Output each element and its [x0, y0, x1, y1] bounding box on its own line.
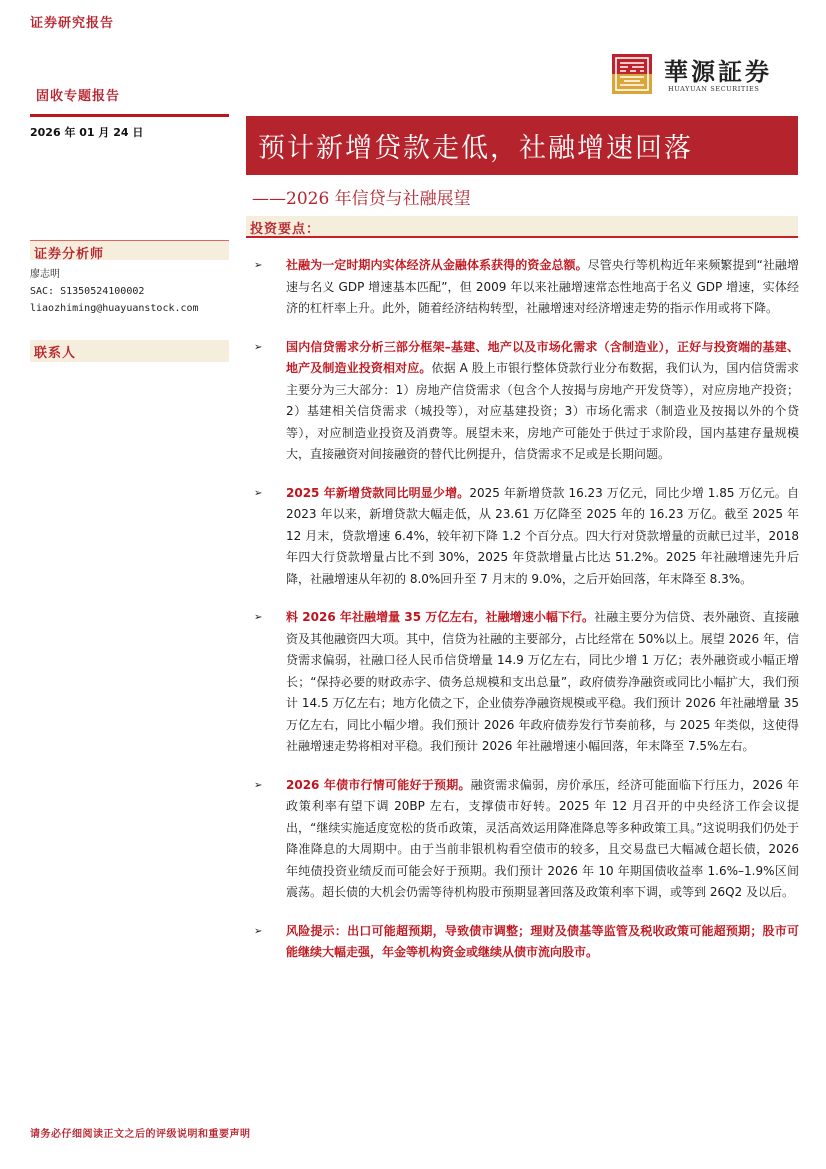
arrow-bullet-icon: ➢: [254, 260, 263, 271]
key-point-body: 社融主要分为信贷、表外融资、直接融资及其他融资四大项。其中，信贷为社融的主要部分，占比经常在 50%以上。展望 2026 年，信贷需求偏弱，社融口径人民币信贷增量 14.9 万亿左右，同比少增 1 万亿；表外融资或小幅正增长；“保持必要的财政赤字、债务总规模和支出总量”，政府债券净融资或同比小幅扩大，我们预计 14.5 万亿左右；地方化债之下，企业债券净融资规模或平稳。我们预计 2026 年社融增量 35 万亿左右，同比小幅少增。我们预计 2026 年政府债券发行节奏前移，与 2025 年类似，这使得社融增速走势将相对平稳。我们预计 2026 年社融增速小幅回落，年末降至 7.5%左右。: [286, 610, 799, 753]
key-point-body: 2025 年新增贷款 16.23 万亿元，同比少增 1.85 万亿元。自 2023 年以来，新增贷款大幅走低，从 23.61 万亿降至 2025 年的 16.23 万亿。截至 2025 年 12 月末，贷款增速 6.4%，较年初下降 1.2 个百分点。四大行对贷款增量的贡献已过半，2018 年四大行贷款增量占比不到 30%，2025 年贷款增量占比达 51.2%。2025 年社融增速先升后降，社融增速从年初的 8.0%回升至 7 月末的 9.0%，之后开始回落，年末降至 8.3%。: [286, 485, 800, 586]
risk-warning-text: 风险提示：出口可能超预期，导致债市调整；理财及债基等监管及税收政策可能超预期；股市可能继续大幅走强，年金等机构资金或继续从债市流向股市。: [286, 923, 799, 959]
analyst-sac: SAC: S1350524100002: [30, 286, 145, 297]
key-points-list: [254, 255, 799, 964]
logo-name-en: HUAYUAN SECURITIES: [668, 85, 760, 93]
analyst-info: [30, 266, 199, 317]
report-title: 预计新增贷款走低，社融增速回落: [258, 133, 693, 164]
contact-heading: 联系人: [34, 346, 77, 361]
key-point-item: [254, 483, 799, 591]
arrow-bullet-icon: ➢: [254, 925, 263, 937]
key-point-lead: 2026 年债市行情可能好于预期。: [286, 777, 471, 792]
logo-emblem-icon: [612, 54, 652, 94]
key-point-body: 依据 A 股上市银行整体贷款行业分布数据，我们认为，国内信贷需求主要分为三大部分：1）房地产信贷需求（包含个人按揭与房地产开发贷等），对应房地产投资；2）基建相关信贷需求（城投等），对应基建投资；3）市场化需求（制造业及按揭以外的个贷等），对应制造业投资及消费等。展望未来，房地产可能处于供过于求阶段，国内基建存量规模大，直接融资对间接融资的替代比例提升，信贷需求不足或是长期问题。: [286, 361, 799, 461]
key-point-item: [254, 775, 799, 904]
analyst-header: [30, 240, 229, 260]
key-point-body: 融资需求偏弱，房价承压，经济可能面临下行压力，2026 年政策利率有望下调 20BP 左右，支撑债市好转。2025 年 12 月召开的中央经济工作会议提出，“继续实施适度宽松的货币政策，灵活高效运用降准降息等多种政策工具。”这说明我们仍处于降准降息的大周期中。由于当前非银机构看空债市的较多，且交易盘已大幅减仓超长债，2026 年纯债投资业绩反而可能会好于预期。我们预计 2026 年 10 年期国债收益率 1.6%–1.9%区间震荡。超长债的大机会仍需等待机构股市预期显著回落及政策利率下调，或等到 26Q2 及以后。: [286, 777, 799, 899]
arrow-bullet-icon: ➢: [254, 612, 263, 623]
key-points-heading: 投资要点：: [250, 222, 321, 237]
arrow-bullet-icon: ➢: [254, 341, 263, 353]
key-points-header: [246, 216, 798, 238]
contact-header: [30, 340, 229, 362]
footer-disclaimer: 请务必仔细阅读正文之后的评级说明和重要声明: [30, 1129, 251, 1140]
logo-name-cn: 華源証券: [664, 57, 772, 86]
key-point-item: [254, 255, 799, 320]
left-top-divider: [30, 114, 229, 117]
report-subtitle: ——2026 年信贷与社融展望: [252, 189, 471, 209]
key-point-body: 尽管央行等机构近年来频繁提到“社融增速与名义 GDP 增速基本匹配”，但 2009 年以来社融增速常态性地高于名义 GDP 增速，实体经济的杠杆率上升。此外，随着经济结构转型，社融增速对经济增速走势的指示作用或将下降。: [286, 258, 799, 315]
report-category-label: 固收专题报告: [36, 89, 121, 104]
key-point-item: [254, 337, 799, 466]
company-logo: [612, 50, 802, 102]
key-point-item: [254, 607, 799, 758]
key-point-lead: 国内信贷需求分析三部分框架–基建、地产以及市场化需求（含制造业），正好与投资端的基建、地产及制造业投资相对应。: [286, 339, 799, 375]
analyst-heading: 证券分析师: [34, 247, 105, 262]
key-point-lead: 2025 年新增贷款同比明显少增。: [286, 485, 470, 500]
arrow-bullet-icon: ➢: [254, 487, 263, 499]
arrow-bullet-icon: ➢: [254, 779, 263, 791]
report-date: 2026 年 01 月 24 日: [30, 126, 144, 139]
analyst-email[interactable]: liaozhiming@huayuanstock.com: [30, 303, 199, 314]
key-point-lead: 料 2026 年社融增量 35 万亿左右，社融增速小幅下行。: [286, 610, 595, 624]
title-banner: [246, 116, 798, 175]
key-point-lead: 社融为一定时期内实体经济从金融体系获得的资金总额。: [286, 258, 588, 272]
report-type-label: 证券研究报告: [30, 16, 115, 31]
risk-warning-item: [254, 921, 799, 964]
analyst-name: 廖志明: [30, 269, 60, 280]
